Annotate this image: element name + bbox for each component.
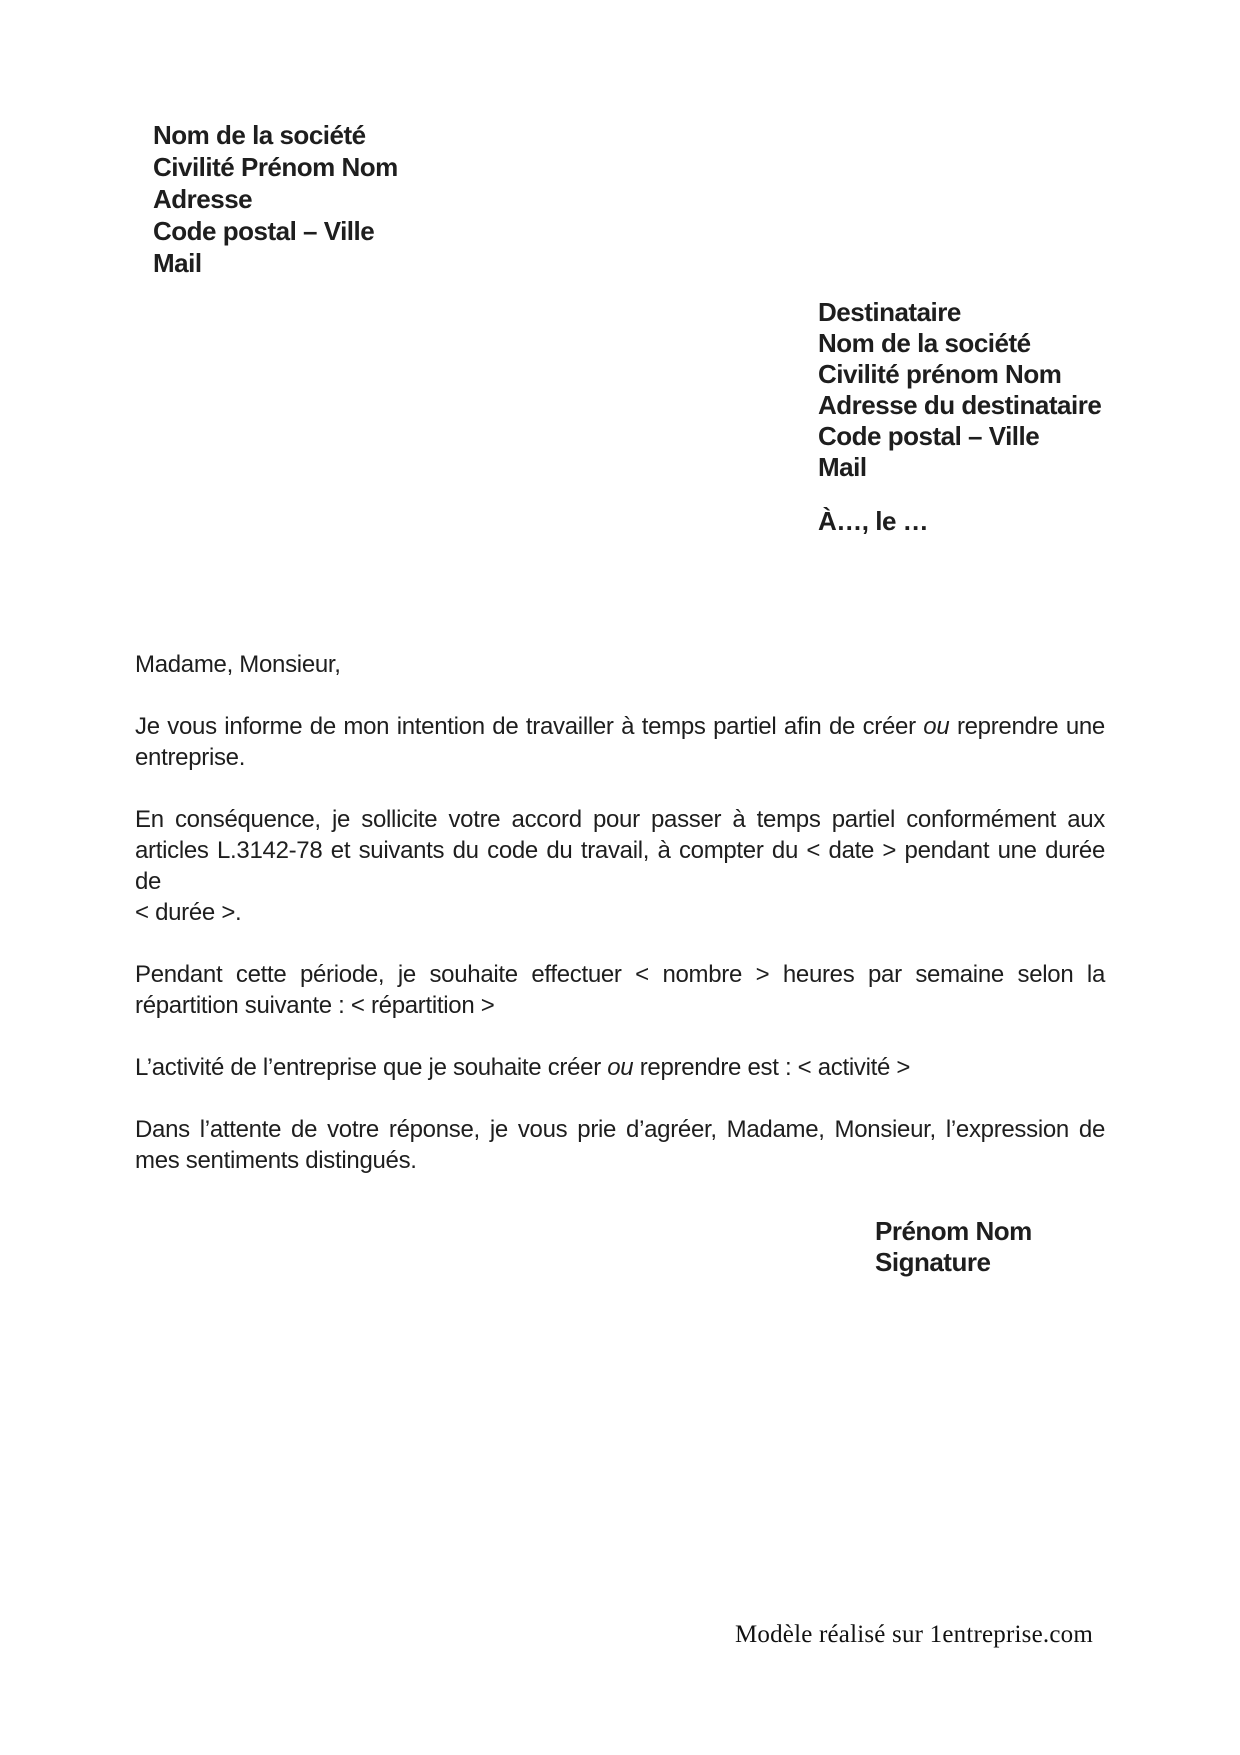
recipient-company: Nom de la société (818, 328, 1031, 358)
paragraph-line (135, 835, 1105, 897)
sender-name: Civilité Prénom Nom (153, 152, 398, 182)
place-date-line: À…, le … (818, 506, 929, 536)
paragraph-line (135, 1052, 1105, 1083)
letter-paragraphs (135, 711, 1105, 1176)
paragraph-line (135, 897, 1105, 928)
text-segment: Pendant cette période, je souhaite effectuer < nombre > heures par semaine selon la (135, 961, 1105, 988)
text-segment: articles L.3142-78 et suivants du code du travail, à compter du < date > pendant une durée de (135, 837, 1105, 895)
text-segment: < durée >. (135, 899, 242, 926)
recipient-mail: Mail (818, 452, 867, 482)
recipient-name: Civilité prénom Nom (818, 359, 1062, 389)
letter-paragraph (135, 959, 1105, 1021)
recipient-label: Destinataire (818, 297, 961, 327)
paragraph-line (135, 711, 1105, 742)
italic-text: ou (923, 713, 950, 740)
paragraph-line (135, 990, 1105, 1021)
sender-postal-city: Code postal – Ville (153, 216, 375, 246)
letter-paragraph (135, 711, 1105, 773)
text-segment: reprendre une (949, 713, 1105, 740)
text-segment: Je vous informe de mon intention de travailler à temps partiel afin de créer (135, 713, 924, 740)
salutation: Madame, Monsieur, (135, 651, 341, 678)
paragraph-line (135, 1145, 1105, 1176)
paragraph-line (135, 742, 1105, 773)
recipient-street: Adresse du destinataire (818, 390, 1102, 420)
recipient-postal-city: Code postal – Ville (818, 421, 1040, 451)
text-segment: entreprise. (135, 744, 246, 771)
letter-body (135, 649, 1105, 1176)
letter-paragraph (135, 804, 1105, 928)
signature-name: Prénom Nom (875, 1216, 1032, 1246)
footer-credit: Modèle réalisé sur 1entreprise.com (734, 1621, 1093, 1648)
paragraph-line (135, 959, 1105, 990)
text-segment: reprendre est : < activité > (633, 1054, 911, 1081)
signature-block (875, 1216, 1032, 1278)
recipient-address-block (818, 297, 1101, 483)
sender-street: Adresse (153, 184, 253, 214)
sender-address-block (153, 119, 398, 279)
signature-label: Signature (875, 1247, 991, 1277)
sender-company: Nom de la société (153, 120, 366, 150)
paragraph-line (135, 1114, 1105, 1145)
letter-paragraph (135, 1114, 1105, 1176)
letter-paragraph (135, 1052, 1105, 1083)
text-segment: En conséquence, je sollicite votre accord pour passer à temps partiel conformément aux (135, 806, 1105, 833)
paragraph-line (135, 804, 1105, 835)
text-segment: L’activité de l’entreprise que je souhaite créer (135, 1054, 608, 1081)
text-segment: Dans l’attente de votre réponse, je vous prie d’agréer, Madame, Monsieur, l’expression de (135, 1116, 1105, 1143)
italic-text: ou (607, 1054, 634, 1081)
text-segment: répartition suivante : < répartition > (135, 992, 495, 1019)
sender-mail: Mail (153, 248, 202, 278)
text-segment: mes sentiments distingués. (135, 1147, 417, 1174)
